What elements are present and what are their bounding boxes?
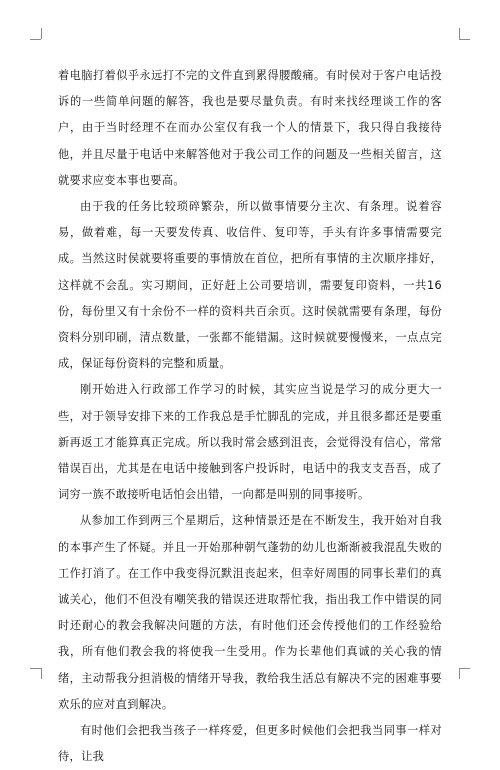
crop-mark-top-right-h [459,39,470,40]
crop-mark-top-left-h [30,39,41,40]
crop-mark-bottom-right-v [459,668,460,679]
crop-mark-bottom-left-h [30,668,41,669]
crop-mark-top-right-v [459,28,460,39]
document-body [58,63,442,770]
crop-mark-bottom-left-v [41,668,42,679]
paragraph-trailing: 有时他们会把我当孩子一样疼爱，但更多时候他们会把我当同事一样对待，让我 [58,724,442,764]
paragraph-task-organization: 由于我的任务比较琐碎繁杂，所以做事情要分主次、有条理。说着容易，做着难，每一天要发传真、收信件、复印等，手头有许多事情需要完成。当然这时侯就要将重要的事情放在首位，把所有事情的主次顺序排好，这样就不会乱。实习期间，正好赶上公司要培训，需要复印资料，一共16份，每份里又有十余份不一样的资料共百余页。这时侯就需要有条理，每份资料分别印刷，清点数量，一张都不能错漏。这时候就要慢慢来，一点点完成，保证每份资料的完整和质量。 [58,200,442,371]
crop-mark-top-left-v [41,28,42,39]
paragraph-colleague-support: 从参加工作到两三个星期后，这种情景还是在不断发生，我开始对自我的本事产生了怀疑。并且一开始那种朝气蓬勃的幼儿也渐渐被我混乱失败的工作打消了。在工作中我变得沉默沮丧起来，但幸好周围的同事长辈们的真诚关心，他们不但没有嘲笑我的错误还进取帮忙我，指出我工作中错误的同时还耐心的教会我解决问题的方法，有时他们还会传授他们的工作经验给我，所有他们教会我的将使我一生受用。作为长辈他们真诚的关心我的情绪，主动帮我分担消极的情绪开导我，教给我生活总有解决不完的困难事要欢乐的应对直到解决。 [58,514,442,711]
paragraph-continuation: 着电脑打着似乎永远打不完的文件直到累得腰酸痛。有时侯对于客户电话投诉的一些简单问题的解答，我也是要尽量负责。有时来找经理谈工作的客户，由于当时经理不在而办公室仅有我一个人的情景下，我只得自我接待他，并且尽量于电话中来解答他对于我公司工作的问题及一些相关留言，这就要求应变本事也要高。 [58,69,442,187]
paragraph-early-struggles: 刚开始进入行政部工作学习的时候，其实应当说是学习的成分更大一些，对于领导安排下来的工作我总是手忙脚乱的完成，并且很多都还是要重新再返工才能算真正完成。所以我时常会感到沮丧，会觉得没有信心，常常错误百出，尤其是在电话中接触到客户投诉时，电话中的我支支吾吾，成了词穷一族不敢接听电话怕会出错，一向都是叫别的同事接听。 [58,383,442,502]
crop-mark-bottom-right-h [459,668,470,669]
